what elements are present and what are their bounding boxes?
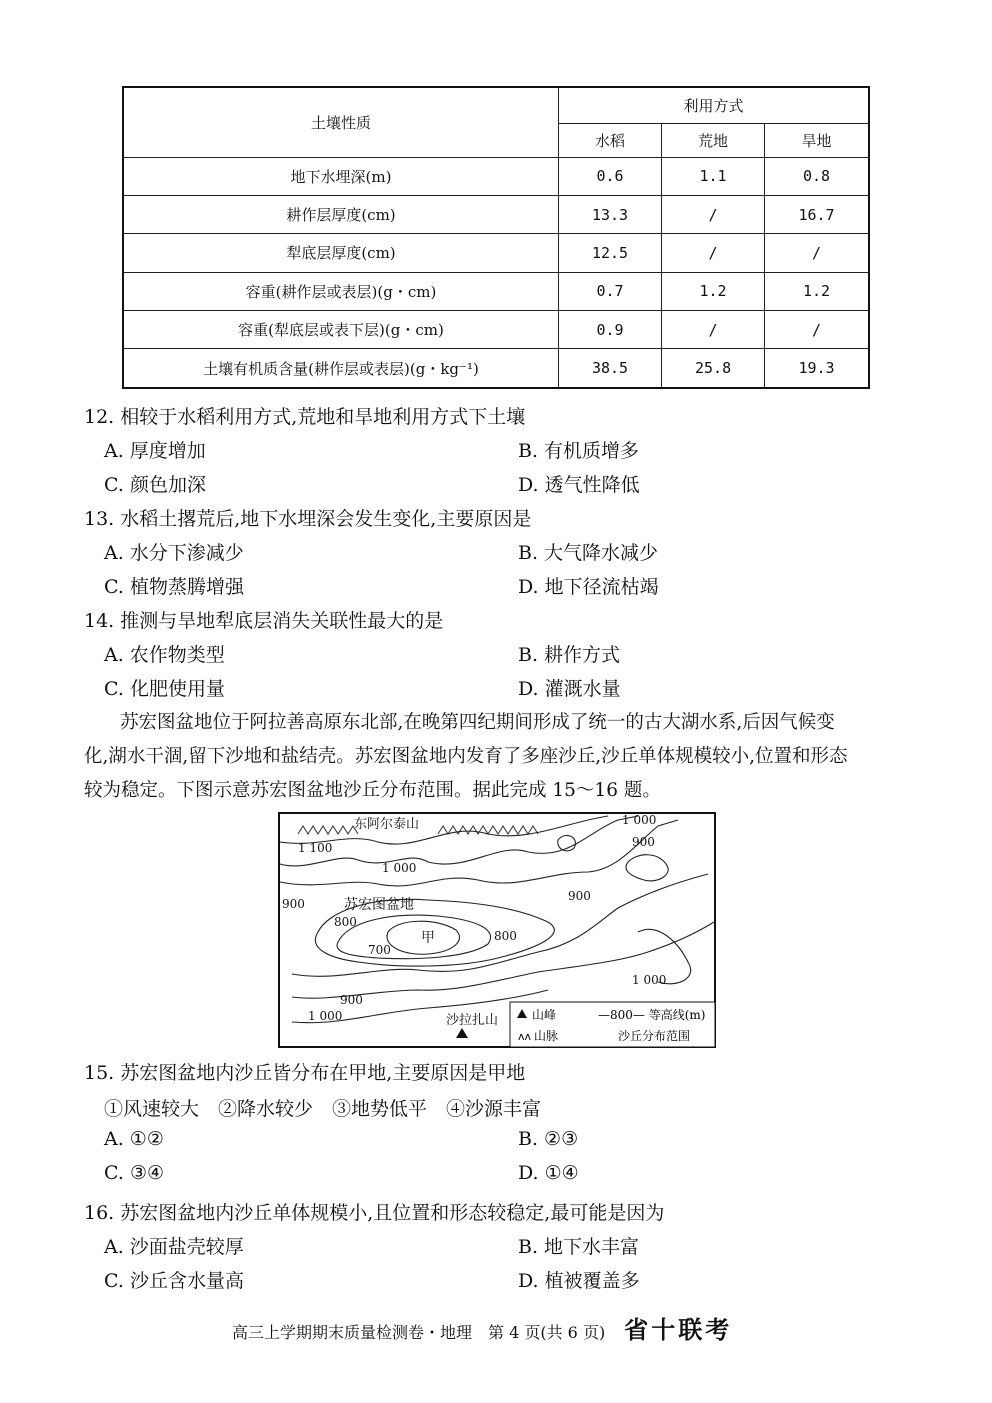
contour-label: 900: [568, 889, 591, 903]
question-14-option-b[interactable]: B. 耕作方式: [518, 644, 621, 666]
cell-value: 1.2: [662, 272, 765, 310]
table-row: [123, 195, 869, 233]
table-row: [123, 157, 869, 195]
label-peak: 沙拉扎山: [446, 1013, 499, 1028]
question-13-option-c[interactable]: C. 植物蒸腾增强: [104, 576, 244, 598]
question-16-option-a[interactable]: A. 沙面盐壳较厚: [104, 1236, 244, 1258]
table-header-attribute: 土壤性质: [123, 87, 559, 157]
table-row: [123, 272, 869, 310]
contour-label: 1 000: [308, 1009, 343, 1023]
cell-value: 25.8: [662, 349, 765, 388]
table-row: [123, 234, 869, 272]
row-label: 容重(犁底层或表下层)(g・cm): [123, 310, 559, 348]
question-12-option-a[interactable]: A. 厚度增加: [104, 440, 206, 462]
row-label: 地下水埋深(m): [123, 157, 559, 195]
cell-value: 12.5: [559, 234, 662, 272]
cell-value: 16.7: [765, 195, 869, 233]
cell-value: 0.9: [559, 310, 662, 348]
page-footer: [232, 1310, 732, 1345]
question-12-stem: 12. 相较于水稻利用方式,荒地和旱地利用方式下土壤: [84, 406, 526, 428]
question-13-stem: 13. 水稻土撂荒后,地下水埋深会发生变化,主要原因是: [84, 508, 532, 530]
legend-range-label: 山脉: [534, 1029, 559, 1043]
table-row: [123, 310, 869, 348]
cell-value: /: [662, 234, 765, 272]
contour-label: 900: [632, 835, 655, 849]
map-legend: [510, 1002, 715, 1047]
legend-peak-label: 山峰: [532, 1008, 557, 1022]
question-14-option-d[interactable]: D. 灌溉水量: [518, 678, 621, 700]
contour-label: 900: [282, 897, 305, 911]
question-16-option-d[interactable]: D. 植被覆盖多: [518, 1270, 640, 1292]
cell-value: /: [765, 310, 869, 348]
legend-contour-label: —800— 等高线(m): [598, 1008, 706, 1022]
cell-value: 1.1: [662, 157, 765, 195]
row-label: 犁底层厚度(cm): [123, 234, 559, 272]
passage-line: 较为稳定。下图示意苏宏图盆地沙丘分布范围。据此完成 15～16 题。: [84, 780, 661, 801]
question-15-stem: 15. 苏宏图盆地内沙丘皆分布在甲地,主要原因是甲地: [84, 1062, 526, 1084]
question-12-option-b[interactable]: B. 有机质增多: [518, 440, 640, 462]
row-label: 耕作层厚度(cm): [123, 195, 559, 233]
dune-distribution-map: [278, 812, 716, 1048]
footer-text: 高三上学期期末质量检测卷・地理 第 4 页(共 6 页): [232, 1323, 606, 1342]
cell-value: /: [765, 234, 869, 272]
contour-label: 1 000: [382, 861, 417, 875]
table-row: [123, 349, 869, 388]
cell-value: /: [662, 195, 765, 233]
passage-line: 苏宏图盆地位于阿拉善高原东北部,在晚第四纪期间形成了统一的古大湖水系,后因气候变: [120, 712, 835, 733]
contour-label: 800: [334, 915, 357, 929]
question-15-option-a[interactable]: A. ①②: [104, 1128, 164, 1150]
cell-value: 19.3: [765, 349, 869, 388]
question-12-option-c[interactable]: C. 颜色加深: [104, 474, 206, 496]
legend-range-icon: ʌʌ: [518, 1030, 532, 1043]
row-label: 容重(耕作层或表层)(g・cm): [123, 272, 559, 310]
footer-brand: 省十联考: [624, 1316, 733, 1344]
contour-label: 1 000: [622, 813, 657, 827]
question-13-option-b[interactable]: B. 大气降水减少: [518, 542, 659, 564]
contour-label: 700: [368, 943, 391, 957]
soil-properties-table: [122, 86, 870, 389]
question-12-option-d[interactable]: D. 透气性降低: [518, 474, 640, 496]
question-14-option-c[interactable]: C. 化肥使用量: [104, 678, 225, 700]
question-15-option-c[interactable]: C. ③④: [104, 1162, 165, 1184]
cell-value: 1.2: [765, 272, 869, 310]
question-14-stem: 14. 推测与旱地犁底层消失关联性最大的是: [84, 610, 444, 632]
cell-value: 38.5: [559, 349, 662, 388]
passage-line: 化,湖水干涸,留下沙地和盐结壳。苏宏图盆地内发育了多座沙丘,沙丘单体规模较小,位置和形态: [84, 746, 848, 767]
contour-label: 900: [340, 993, 363, 1007]
cell-value: 13.3: [559, 195, 662, 233]
question-14-option-a[interactable]: A. 农作物类型: [104, 644, 225, 666]
contour-label: 1 000: [632, 973, 667, 987]
cell-value: 0.6: [559, 157, 662, 195]
row-label: 土壤有机质含量(耕作层或表层)(g・kg⁻¹): [123, 349, 559, 388]
question-16-stem: 16. 苏宏图盆地内沙丘单体规模小,且位置和形态较稳定,最可能是因为: [84, 1202, 665, 1224]
contour-label: 800: [494, 929, 517, 943]
cell-value: /: [662, 310, 765, 348]
cell-value: 0.8: [765, 157, 869, 195]
question-16-option-c[interactable]: C. 沙丘含水量高: [104, 1270, 244, 1292]
table-header-usage: 利用方式: [559, 87, 870, 123]
question-13-option-a[interactable]: A. 水分下渗减少: [104, 542, 244, 564]
cell-value: 0.7: [559, 272, 662, 310]
label-jia: 甲: [421, 930, 435, 946]
reading-passage: [84, 706, 924, 808]
contour-label: 1 100: [298, 841, 333, 855]
table-col-dryland: 旱地: [765, 123, 869, 157]
table-col-wasteland: 荒地: [662, 123, 765, 157]
question-15-option-b[interactable]: B. ②③: [518, 1128, 579, 1150]
label-mountains: 东阿尔泰山: [354, 817, 420, 832]
table-col-rice: 水稻: [559, 123, 662, 157]
question-16-option-b[interactable]: B. 地下水丰富: [518, 1236, 640, 1258]
question-15-items: ①风速较大 ②降水较少 ③地势低平 ④沙源丰富: [104, 1098, 542, 1120]
label-basin: 苏宏图盆地: [344, 897, 414, 913]
legend-dune-label: 沙丘分布范围: [618, 1029, 691, 1043]
question-15-option-d[interactable]: D. ①④: [518, 1162, 579, 1184]
question-13-option-d[interactable]: D. 地下径流枯竭: [518, 576, 659, 598]
